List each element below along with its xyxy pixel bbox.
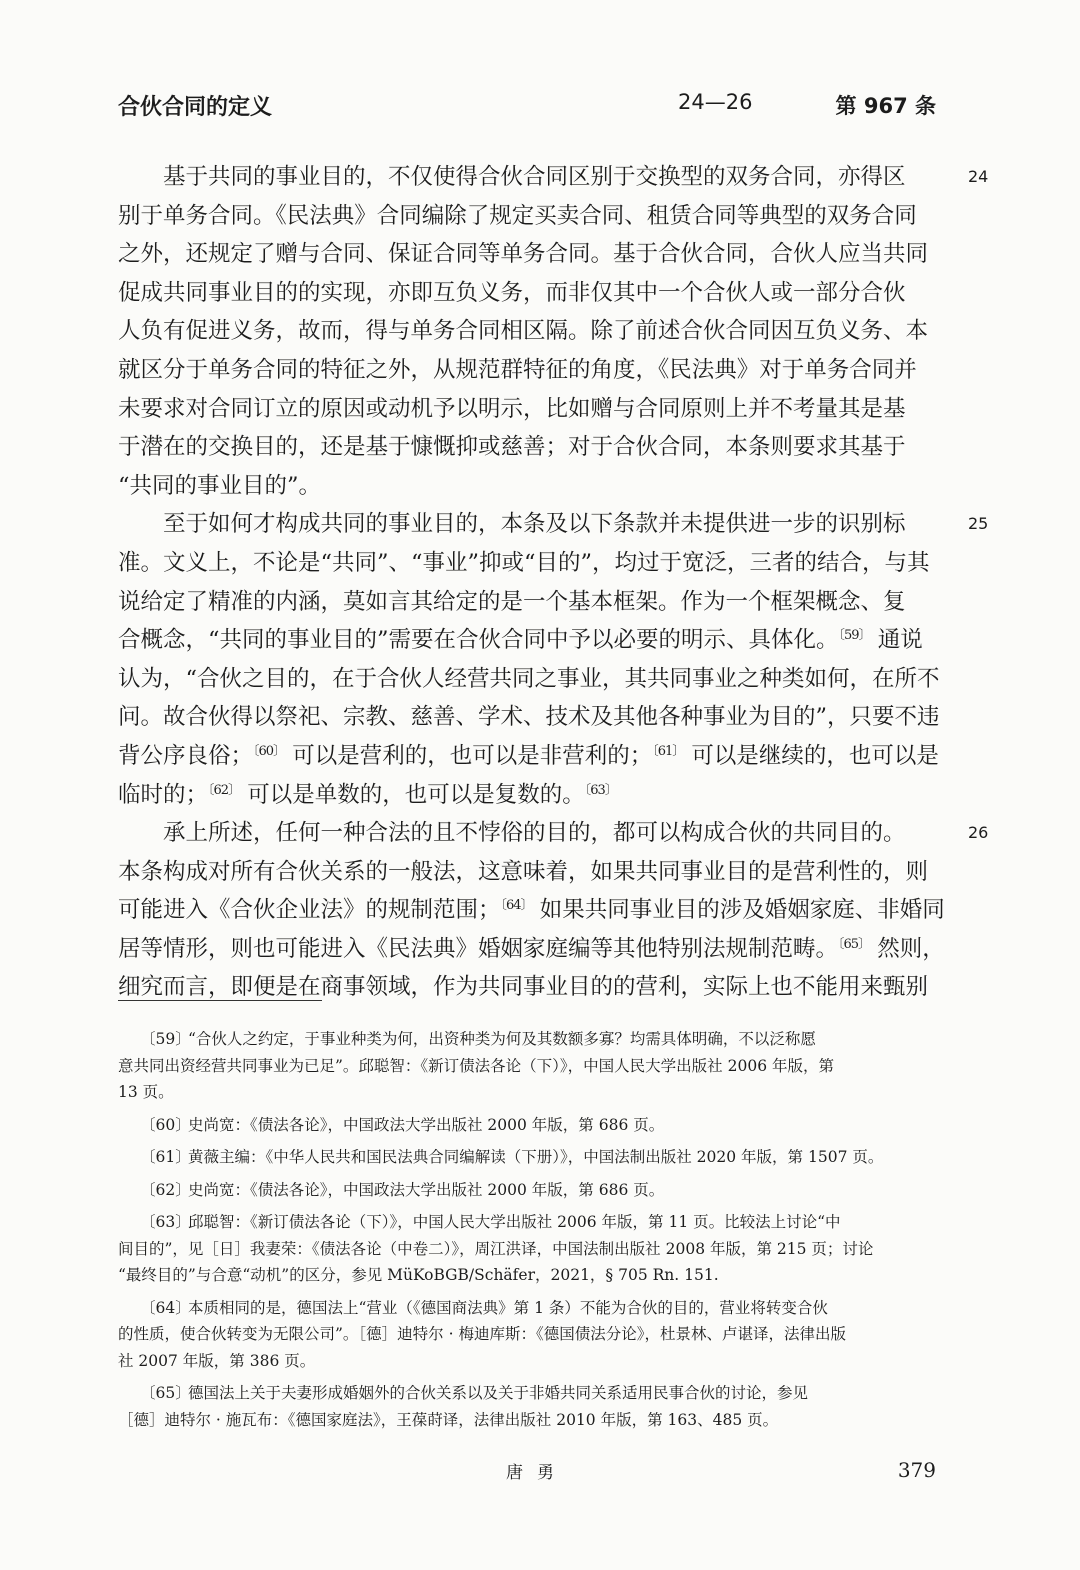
footnote xyxy=(118,1209,936,1289)
footnote-line: 意共同出资经营共同事业为已足”。邱聪智：《新订债法各论（下）》，中国人民大学出版社 2006 年版，第 xyxy=(118,1056,834,1075)
footnote xyxy=(118,1144,936,1171)
text-line: 背公序良俗；$^{〔60〕}$ 可以是营利的，也可以是非营利的；$^{〔61〕}$ 可以是继续的，也可以是 xyxy=(118,742,939,769)
text-line: 问。故合伙得以祭祀、宗教、慈善、学术、技术及其他各种事业为目的”，只要不违 xyxy=(118,704,940,731)
running-footer xyxy=(118,1458,936,1488)
text-line: 就区分于单务合同的特征之外，从规范群特征的角度，《民法典》对于单务合同并 xyxy=(118,356,917,383)
text-line: 合概念，“共同的事业目的”需要在合伙合同中予以必要的明示、具体化。$^{〔59〕}$ 通说 xyxy=(118,627,923,654)
text-line: 至于如何才构成共同的事业目的，本条及以下条款并未提供进一步的识别标 xyxy=(163,511,906,538)
header-title: 合伙合同的定义 xyxy=(118,95,273,120)
footnote-line: “最终目的”与合意“动机”的区分，参见 MüKoBGB/Schäfer，2021，§ 705 Rn. 151. xyxy=(118,1266,719,1284)
footnote-line: 13 页。 xyxy=(118,1083,174,1101)
footnotes xyxy=(118,1026,936,1439)
footnote-line: 〔62〕史尚宽：《债法各论》，中国政法大学出版社 2000 年版，第 686 页。 xyxy=(118,1177,936,1204)
footnote-ref[interactable]: 〔61〕 xyxy=(652,743,685,759)
margin-number: 25 xyxy=(968,514,989,534)
text-line: 本条构成对所有合伙关系的一般法，这意味着，如果共同事业目的是营利性的，则 xyxy=(118,858,929,885)
text-line: 人负有促进义务，故而，得与单务合同相区隔。除了前述合伙合同因互负义务、本 xyxy=(118,318,929,345)
text-line: 于潜在的交换目的，还是基于慷慨抑或慈善；对于合伙合同，本条则要求其基于 xyxy=(118,434,906,461)
footnote-line: 〔65〕德国法上关于夫妻形成婚姻外的合伙关系以及关于非婚共同关系适用民事合伙的讨论，参见 xyxy=(118,1380,936,1407)
footnote-ref[interactable]: 〔64〕 xyxy=(500,898,533,914)
footnote xyxy=(118,1380,936,1433)
running-header xyxy=(118,90,936,124)
header-article: 第 967 条 xyxy=(835,94,936,118)
footnote-line: 社 2007 年版，第 386 页。 xyxy=(118,1351,316,1370)
footnote-line: 〔63〕邱聪智：《新订债法各论（下）》，中国人民大学出版社 2006 年版，第 11 页。比较法上讨论“中 xyxy=(118,1209,936,1236)
text-line: 可能进入《合伙企业法》的规制范围；$^{〔64〕}$ 如果共同事业目的涉及婚姻家庭、非婚同 xyxy=(118,897,945,924)
footnote-number: 〔65〕 xyxy=(140,1384,191,1402)
footnote xyxy=(118,1295,936,1375)
text-line: 说给定了精准的内涵，莫如言其给定的是一个基本框架。作为一个框架概念、复 xyxy=(118,588,906,615)
text-line: 准。文义上，不论是“共同”、“事业”抑或“目的”，均过于宽泛，三者的结合，与其 xyxy=(118,549,930,576)
footer-author: 唐勇 xyxy=(506,1463,568,1483)
text-line: 之外，还规定了赠与合同、保证合同等单务合同。基于合伙合同，合伙人应当共同 xyxy=(118,241,929,268)
footnote-ref[interactable]: 〔62〕 xyxy=(208,782,241,798)
header-margin-range: 24—26 xyxy=(678,90,753,114)
footnote-ref[interactable]: 〔59〕 xyxy=(838,628,871,644)
footnote-line: 间目的”，见［日］我妻荣：《债法各论（中卷二）》，周江洪译，中国法制出版社 2008 年版，第 215 页；讨论 xyxy=(118,1239,874,1258)
footnote-number: 〔60〕 xyxy=(140,1115,191,1134)
footnote-line: 的性质，使合伙转变为无限公司”。［德］迪特尔 · 梅迪库斯：《德国债法分论》，杜景林、卢谌译，法律出版 xyxy=(118,1325,846,1343)
text-line: 临时的；$^{〔62〕}$ 可以是单数的，也可以是复数的。$^{〔63〕}$ xyxy=(118,781,617,808)
text-line: 承上所述，任何一种合法的且不悖俗的目的，都可以构成合伙的共同目的。 xyxy=(163,820,906,847)
footnote-number: 〔61〕 xyxy=(140,1148,191,1166)
page-number: 379 xyxy=(897,1458,936,1482)
main-text xyxy=(118,158,989,1007)
footnote xyxy=(118,1177,936,1204)
text-line: 未要求对合同订立的原因或动机予以明示，比如赠与合同原则上并不考量其是基 xyxy=(118,395,906,422)
margin-number: 24 xyxy=(968,167,989,186)
footnote-line: 〔61〕黄薇主编：《中华人民共和国民法典合同编解读（下册）》，中国法制出版社 2020 年版，第 1507 页。 xyxy=(118,1144,936,1171)
text-line: 细究而言，即便是在商事领域，作为共同事业目的的营利，实际上也不能用来甄别 xyxy=(118,974,929,1001)
text-line: “共同的事业目的”。 xyxy=(118,472,322,499)
footnote-number: 〔62〕 xyxy=(140,1180,191,1199)
footnote-line: 〔60〕史尚宽：《债法各论》，中国政法大学出版社 2000 年版，第 686 页。 xyxy=(118,1112,936,1139)
text-line: 基于共同的事业目的，不仅使得合伙合同区别于交换型的双务合同，亦得区 xyxy=(163,164,906,190)
footnote-number: 〔59〕 xyxy=(140,1030,191,1048)
paragraph xyxy=(118,158,989,505)
footnote-line: ［德］迪特尔 · 施瓦布：《德国家庭法》，王葆莳译，法律出版社 2010 年版，第 163、485 页。 xyxy=(118,1410,779,1429)
text-line: 别于单务合同。《民法典》合同编除了规定买卖合同、租赁合同等典型的双务合同 xyxy=(118,202,917,229)
margin-number: 26 xyxy=(968,823,989,843)
footnote-divider xyxy=(118,1000,322,1001)
footnote-number: 〔64〕 xyxy=(140,1298,191,1317)
footnote-ref[interactable]: 〔63〕 xyxy=(584,782,617,798)
footnote-line: 〔59〕“合伙人之约定，于事业种类为何，出资种类为何及其数额多寡？均需具体明确，不以泛称愿 xyxy=(118,1026,936,1053)
text-line: 促成共同事业目的的实现，亦即互负义务，而非仅其中一个合伙人或一部分合伙 xyxy=(118,279,906,306)
footnote-ref[interactable]: 〔65〕 xyxy=(838,936,871,952)
footnote xyxy=(118,1112,936,1139)
text-line: 居等情形，则也可能进入《民法典》婚姻家庭编等其他特别法规制范畴。$^{〔65〕}$ 然则， xyxy=(118,935,945,962)
footnote-line: 〔64〕本质相同的是，德国法上“营业（《德国商法典》第 1 条）不能为合伙的目的，营业将转变合伙 xyxy=(118,1295,936,1322)
paragraph xyxy=(118,505,989,814)
text-line: 认为，“合伙之目的，在于合伙人经营共同之事业，其共同事业之种类如何，在所不 xyxy=(118,665,940,692)
footnote-number: 〔63〕 xyxy=(140,1213,191,1231)
paragraph xyxy=(118,814,989,1007)
footnote-ref[interactable]: 〔60〕 xyxy=(253,743,286,759)
footnote xyxy=(118,1026,936,1106)
